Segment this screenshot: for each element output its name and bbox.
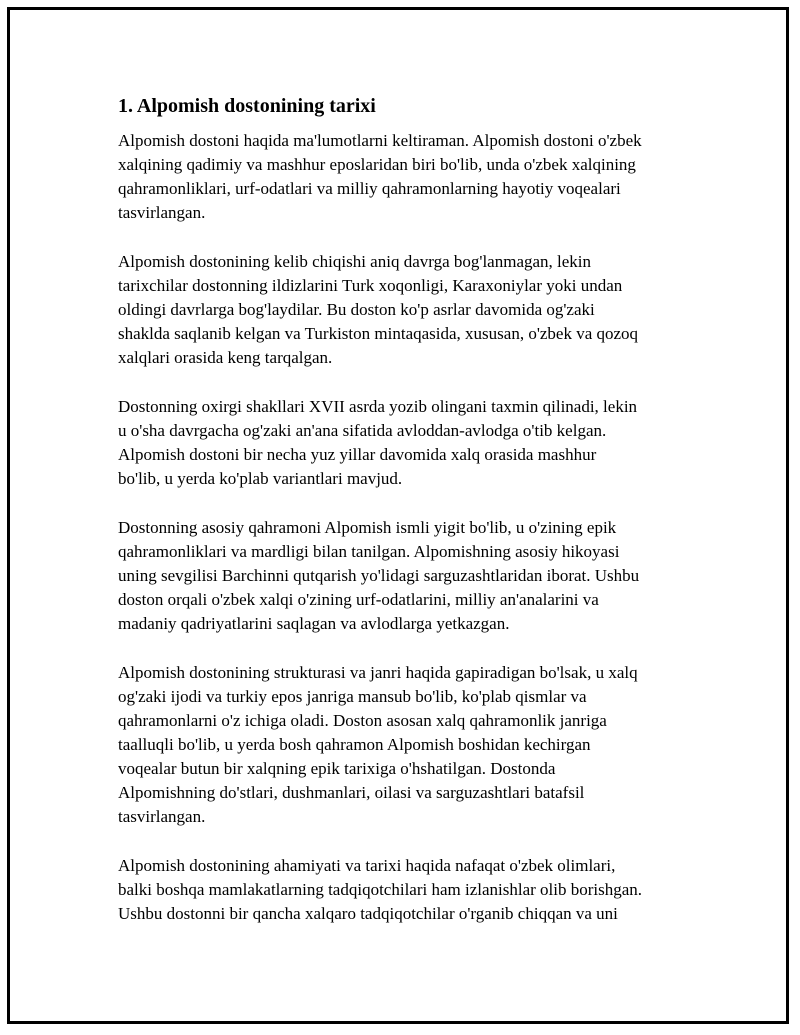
- paragraph-3: [118, 395, 698, 491]
- text-line: qahramonlarni o'z ichiga oladi. Doston asosan xalq qahramonlik janriga: [118, 711, 607, 730]
- text-line: Dostonning asosiy qahramoni Alpomish ismli yigit bo'lib, u o'zining epik: [118, 518, 617, 537]
- text-line: Dostonning oxirgi shakllari XVII asrda yozib olingani taxmin qilinadi, lekin: [118, 397, 638, 416]
- document-content: [118, 93, 698, 951]
- text-line: Alpomish dostonining ahamiyati va tarixi haqida nafaqat o'zbek olimlari,: [118, 856, 616, 875]
- section-heading: 1. Alpomish dostonining tarixi: [118, 95, 376, 117]
- text-line: xalqlari orasida keng tarqalgan.: [118, 348, 333, 367]
- text-line: qahramonliklari, urf-odatlari va milliy qahramonlarning hayotiy voqealari: [118, 179, 621, 198]
- text-line: tasvirlangan.: [118, 807, 206, 826]
- paragraph-1: [118, 129, 698, 225]
- text-line: u o'sha davrgacha og'zaki an'ana sifatida avloddan-avlodga o'tib kelgan.: [118, 421, 607, 440]
- text-line: Alpomish dostonining kelib chiqishi aniq davrga bog'lanmagan, lekin: [118, 252, 592, 271]
- paragraph-2: [118, 250, 698, 370]
- text-line: madaniy qadriyatlarini saqlagan va avlodlarga yetkazgan.: [118, 614, 510, 633]
- text-line: shaklda saqlanib kelgan va Turkiston mintaqasida, xususan, o'zbek va qozoq: [118, 324, 639, 343]
- text-line: tarixchilar dostonning ildizlarini Turk xoqonligi, Karaxoniylar yoki undan: [118, 276, 623, 295]
- text-line: balki boshqa mamlakatlarning tadqiqotchilari ham izlanishlar olib borishgan.: [118, 880, 643, 899]
- text-line: uning sevgilisi Barchinni qutqarish yo'lidagi sarguzashtlaridan iborat. Ushbu: [118, 566, 640, 585]
- text-line: bo'lib, u yerda ko'plab variantlari mavjud.: [118, 469, 403, 488]
- text-line: voqealar butun bir xalqning epik tarixiga o'hshatilgan. Dostonda: [118, 759, 556, 778]
- text-line: Alpomish dostoni haqida ma'lumotlarni keltiraman. Alpomish dostoni o'zbek: [118, 131, 642, 150]
- text-line: taalluqli bo'lib, u yerda bosh qahramon Alpomish boshidan kechirgan: [118, 735, 591, 754]
- text-line: doston orqali o'zbek xalqi o'zining urf-odatlarini, milliy an'analarini va: [118, 590, 599, 609]
- paragraph-4: [118, 516, 698, 636]
- paragraph-6: [118, 854, 698, 926]
- text-line: og'zaki ijodi va turkiy epos janriga mansub bo'lib, ko'plab qismlar va: [118, 687, 587, 706]
- text-line: xalqining qadimiy va mashhur eposlaridan biri bo'lib, unda o'zbek xalqining: [118, 155, 636, 174]
- text-line: Alpomish dostonining strukturasi va janri haqida gapiradigan bo'lsak, u xalq: [118, 663, 638, 682]
- paragraph-5: [118, 661, 698, 829]
- text-line: Alpomish dostoni bir necha yuz yillar davomida xalq orasida mashhur: [118, 445, 597, 464]
- text-line: tasvirlangan.: [118, 203, 206, 222]
- text-line: Alpomishning do'stlari, dushmanlari, oilasi va sarguzashtlari batafsil: [118, 783, 585, 802]
- text-line: oldingi davrlarga bog'laydilar. Bu doston ko'p asrlar davomida og'zaki: [118, 300, 595, 319]
- text-line: Ushbu dostonni bir qancha xalqaro tadqiqotchilar o'rganib chiqqan va uni: [118, 904, 618, 923]
- text-line: qahramonliklari va mardligi bilan tanilgan. Alpomishning asosiy hikoyasi: [118, 542, 620, 561]
